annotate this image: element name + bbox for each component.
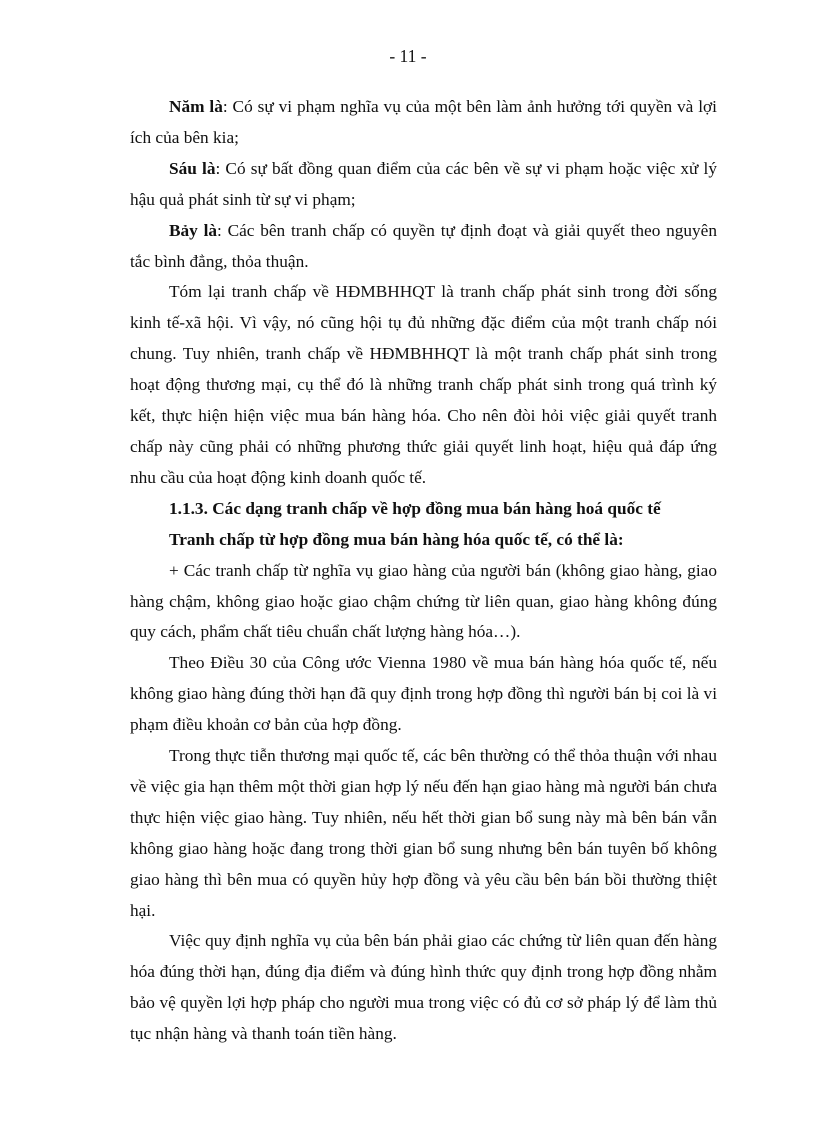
paragraph-text: : Có sự vi phạm nghĩa vụ của một bên làm ảnh hưởng tới quyền và lợi ích của bên kia; [130, 97, 717, 147]
paragraph-extension: Trong thực tiễn thương mại quốc tế, các bên thường có thể thỏa thuận với nhau về việc gia hạn thêm một thời gian hợp lý nếu đến hạn giao hàng mà người bán chưa thực hiện việc giao hàng. Tuy nhiên, nếu hết thời gian bổ sung này mà bên bán vẫn không giao hàng hoặc đang trong thời gian bổ sung nhưng bên bán tuyên bố không giao hàng thì bên mua có quyền hủy hợp đồng và yêu cầu bên bán bồi thường thiệt hại. [130, 746, 717, 920]
paragraph-sau-la [130, 154, 717, 216]
paragraph-summary: Tóm lại tranh chấp về HĐMBHHQT là tranh chấp phát sinh trong đời sống kinh tế-xã hội. Vì vậy, nó cũng hội tụ đủ những đặc điểm của một tranh chấp nói chung. Tuy nhiên, tranh chấp về HĐMBHHQT là một tranh chấp phát sinh trong hoạt động thương mại, cụ thể đó là những tranh chấp phát sinh trong quá trình ký kết, thực hiện hiện việc mua bán hàng hóa. Cho nên đòi hỏi việc giải quyết tranh chấp này cũng phải có những phương thức giải quyết linh hoạt, hiệu quả đáp ứng nhu cầu của hoạt động kinh doanh quốc tế. [130, 282, 717, 487]
section-subheading: Tranh chấp từ hợp đồng mua bán hàng hóa quốc tế, có thể là: [169, 529, 624, 549]
paragraph-delivery-disputes: + Các tranh chấp từ nghĩa vụ giao hàng của người bán (không giao hàng, giao hàng chậm, không giao hoặc giao chậm chứng từ liên quan, giao hàng không đúng quy cách, phẩm chất tiêu chuẩn chất lượng hàng hóa…). [130, 560, 717, 642]
section-heading: 1.1.3. Các dạng tranh chấp về hợp đồng mua bán hàng hoá quốc tế [169, 498, 661, 518]
paragraph-nam-la [130, 92, 717, 154]
paragraph-text: : Có sự bất đồng quan điểm của các bên về sự vi phạm hoặc việc xử lý hậu quả phát sinh từ sự vi phạm; [130, 158, 717, 209]
document-body [130, 92, 717, 1050]
paragraph-bay-la [130, 216, 717, 278]
paragraph-lead: Năm là [169, 97, 223, 116]
paragraph-lead: Sáu là [169, 158, 216, 178]
paragraph-lead: Bảy là [169, 220, 218, 240]
paragraph-vienna-article-30: Theo Điều 30 của Công ước Vienna 1980 về mua bán hàng hóa quốc tế, nếu không giao hàng đúng thời hạn đã quy định trong hợp đồng thì người bán bị coi là vi phạm điều khoản cơ bản của hợp đồng. [130, 653, 717, 735]
page-number: - 11 - [389, 46, 427, 66]
paragraph-text: : Các bên tranh chấp có quyền tự định đoạt và giải quyết theo nguyên tắc bình đẳng, thỏa thuận. [130, 220, 717, 271]
paragraph-documents: Việc quy định nghĩa vụ của bên bán phải giao các chứng từ liên quan đến hàng hóa đúng thời hạn, đúng địa điểm và đúng hình thức quy định trong hợp đồng nhằm bảo vệ quyền lợi hợp pháp cho người mua trong việc có đủ cơ sở pháp lý để làm thủ tục nhận hàng và thanh toán tiền hàng. [130, 931, 717, 1044]
